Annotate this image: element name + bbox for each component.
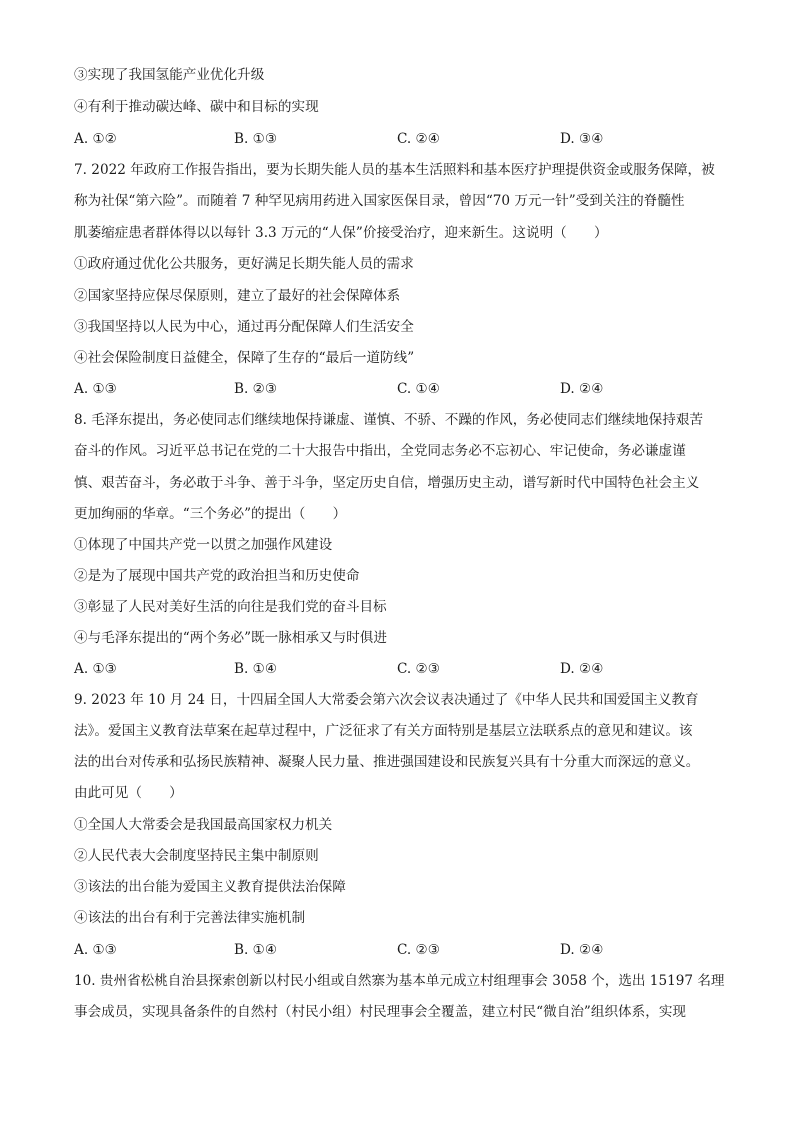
q9-statement-1: ①全国人大常委会是我国最高国家权力机关	[74, 817, 333, 833]
q9-option-a[interactable]: A. ①③	[74, 942, 117, 958]
q7-stem-line-3: 肌萎缩症患者群体得以以每针 3.3 万元的“人保”价接受治疗，迎来新生。这说明（ ）	[74, 225, 608, 241]
q6-option-a[interactable]: A. ①②	[74, 131, 117, 147]
q7-stem-line-2: 称为社保“第六险”。而随着 7 种罕见病用药进入国家医保目录，曾因“70 万元一针”受到关注的脊髓性	[74, 193, 685, 209]
q6-option-d[interactable]: D. ③④	[560, 131, 604, 147]
q9-option-d[interactable]: D. ②④	[560, 942, 604, 958]
q9-stem-line-1: 9. 2023 年 10 月 24 日，十四届全国人大常委会第六次会议表决通过了《中华人民共和国爱国主义教育	[74, 692, 699, 708]
q9-stem-line-2: 法》。爱国主义教育法草案在起草过程中，广泛征求了有关方面特别是基层立法联系点的意见和建议。该	[74, 723, 693, 739]
q9-option-c[interactable]: C. ②③	[397, 942, 440, 958]
q7-option-b[interactable]: B. ②③	[234, 381, 278, 397]
q9-stem-line-3: 法的出台对传承和弘扬民族精神、凝聚人民力量、推进强国建设和民族复兴具有十分重大而深远的意义。	[74, 754, 700, 770]
q9-statement-2: ②人民代表大会制度坚持民主集中制原则	[74, 848, 319, 864]
q8-statement-1: ①体现了中国共产党一以贯之加强作风建设	[74, 537, 333, 553]
q6-option-c[interactable]: C. ②④	[397, 131, 440, 147]
q7-option-c[interactable]: C. ①④	[397, 381, 440, 397]
q8-option-b[interactable]: B. ①④	[234, 661, 278, 677]
q8-option-c[interactable]: C. ②③	[397, 661, 440, 677]
q7-stem-line-1: 7. 2022 年政府工作报告指出，要为长期失能人员的基本生活照料和基本医疗护理提供资金或服务保障，被	[74, 162, 715, 178]
q6-statement-3: ③实现了我国氢能产业优化升级	[74, 67, 265, 83]
q8-stem-line-3: 慎、艰苦奋斗，务必敢于斗争、善于斗争，坚定历史自信，增强历史主动，谱写新时代中国特色社会主义	[74, 475, 700, 491]
q6-statement-4: ④有利于推动碳达峰、碳中和目标的实现	[74, 99, 319, 115]
q9-stem-line-4: 由此可见（ ）	[74, 785, 183, 801]
q8-stem-line-2: 奋斗的作风。习近平总书记在党的二十大报告中指出，全党同志务必不忘初心、牢记使命，务必谦虚谨	[74, 443, 686, 459]
q8-statement-2: ②是为了展现中国共产党的政治担当和历史使命	[74, 568, 360, 584]
q7-option-a[interactable]: A. ①③	[74, 381, 117, 397]
q9-statement-4: ④该法的出台有利于完善法律实施机制	[74, 910, 306, 926]
q8-statement-4: ④与毛泽东提出的“两个务必”既一脉相承又与时俱进	[74, 630, 387, 646]
q10-stem-line-2: 事会成员，实现具备条件的自然村（村民小组）村民理事会全覆盖，建立村民“微自治”组织体系，实现	[74, 1004, 687, 1020]
q8-stem-line-4: 更加绚丽的华章。“三个务必”的提出（ ）	[74, 506, 347, 522]
q7-option-d[interactable]: D. ②④	[560, 381, 604, 397]
q8-statement-3: ③彰显了人民对美好生活的向往是我们党的奋斗目标	[74, 599, 387, 615]
q10-stem-line-1: 10. 贵州省松桃自治县探索创新以村民小组或自然寨为基本单元成立村组理事会 3058 个，选出 15197 名理	[74, 973, 725, 989]
q7-statement-2: ②国家坚持应保尽保原则，建立了最好的社会保障体系	[74, 288, 401, 304]
q7-statement-1: ①政府通过优化公共服务，更好满足长期失能人员的需求	[74, 256, 414, 272]
q9-statement-3: ③该法的出台能为爱国主义教育提供法治保障	[74, 879, 346, 895]
q9-option-b[interactable]: B. ①④	[234, 942, 278, 958]
q7-statement-4: ④社会保险制度日益健全，保障了生存的“最后一道防线”	[74, 350, 415, 366]
q7-statement-3: ③我国坚持以人民为中心，通过再分配保障人们生活安全	[74, 319, 414, 335]
q6-option-b[interactable]: B. ①③	[234, 131, 278, 147]
q8-option-d[interactable]: D. ②④	[560, 661, 604, 677]
q8-option-a[interactable]: A. ①③	[74, 661, 117, 677]
q8-stem-line-1: 8. 毛泽东提出，务必使同志们继续地保持谦虚、谨慎、不骄、不躁的作风，务必使同志们继续地保持艰苦	[74, 412, 704, 428]
